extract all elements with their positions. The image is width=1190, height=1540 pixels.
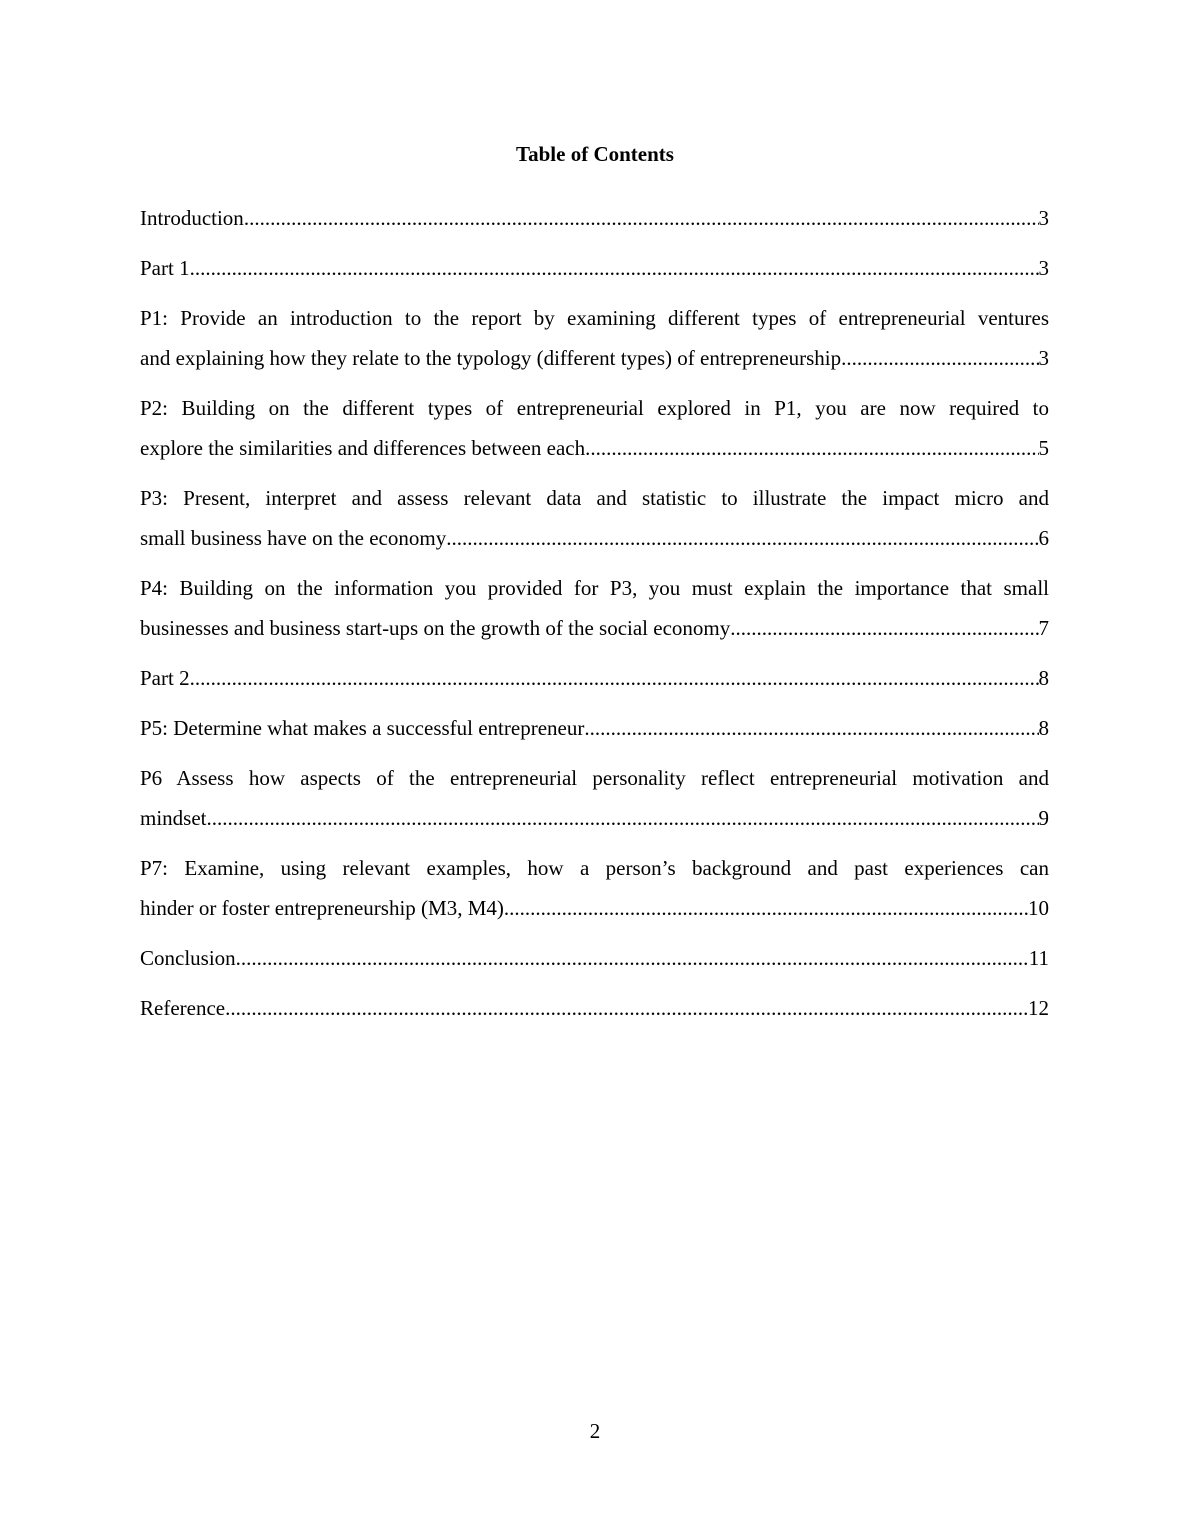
toc-entry-line — [140, 708, 1049, 748]
toc-page-number: 7 — [1038, 616, 1049, 640]
page-number: 2 — [589, 1419, 601, 1443]
toc-entry[interactable] — [140, 848, 1049, 928]
toc-entry[interactable] — [140, 198, 1049, 238]
toc-entry-line — [140, 658, 1049, 698]
dot-leader — [841, 338, 1038, 378]
toc-entry-text: P7: Examine, using relevant examples, how a person’s background and past experiences can — [140, 856, 1049, 880]
toc-entry-text: businesses and business start-ups on the growth of the social economy — [140, 616, 731, 640]
toc-page-number: 10 — [1028, 896, 1049, 920]
toc-entry-line — [140, 198, 1049, 238]
toc-entry[interactable] — [140, 248, 1049, 288]
toc-entry[interactable] — [140, 988, 1049, 1028]
toc-entry[interactable] — [140, 568, 1049, 648]
toc-page-number: 11 — [1028, 946, 1049, 970]
dot-leader — [207, 798, 1039, 838]
dot-leader — [225, 988, 1028, 1028]
toc-entry-text: mindset — [140, 806, 207, 830]
toc-entry-text: Part 2 — [140, 666, 190, 690]
toc-entry-text: P5: Determine what makes a successful entrepreneur — [140, 716, 585, 740]
toc-entry-text: small business have on the economy — [140, 526, 447, 550]
toc-entry-line — [140, 988, 1049, 1028]
toc-entry-text: hinder or foster entrepreneurship (M3, M4) — [140, 896, 504, 920]
toc-entry-text: P2: Building on the different types of entrepreneurial explored in P1, you are now required to — [140, 396, 1049, 420]
toc-entry-line — [140, 608, 1049, 648]
toc-entry-line — [140, 798, 1049, 838]
toc-entry-text: explore the similarities and differences between each — [140, 436, 586, 460]
toc-entry-line — [140, 518, 1049, 558]
dot-leader — [585, 428, 1038, 468]
toc-entry[interactable] — [140, 298, 1049, 378]
toc-entry-text: Introduction — [140, 206, 244, 230]
toc-page-number: 3 — [1038, 206, 1049, 230]
toc-entry-text: and explaining how they relate to the typology (different types) of entrepreneurship — [140, 346, 842, 370]
toc-page-number: 6 — [1038, 526, 1049, 550]
toc-entry-text: P6 Assess how aspects of the entrepreneurial personality reflect entrepreneurial motivation and — [140, 766, 1049, 790]
table-of-contents — [140, 198, 1049, 1038]
dot-leader — [730, 608, 1038, 648]
toc-page-number: 3 — [1038, 256, 1049, 280]
toc-entry[interactable] — [140, 388, 1049, 468]
toc-entry-line — [140, 888, 1049, 928]
toc-page-number: 3 — [1038, 346, 1049, 370]
dot-leader — [190, 248, 1039, 288]
dot-leader — [244, 198, 1039, 238]
toc-entry-text: Conclusion — [140, 946, 236, 970]
toc-entry[interactable] — [140, 938, 1049, 978]
toc-page-number: 8 — [1038, 716, 1049, 740]
page-title: Table of Contents — [516, 142, 674, 166]
toc-entry-text: P3: Present, interpret and assess relevant data and statistic to illustrate the impact micro and — [140, 486, 1049, 510]
toc-entry-line — [140, 428, 1049, 468]
dot-leader — [504, 888, 1028, 928]
toc-page-number: 5 — [1038, 436, 1049, 460]
toc-entry[interactable] — [140, 708, 1049, 748]
toc-page-number: 12 — [1028, 996, 1049, 1020]
toc-entry[interactable] — [140, 478, 1049, 558]
toc-entry-line — [140, 248, 1049, 288]
toc-page-number: 8 — [1038, 666, 1049, 690]
toc-entry-line — [140, 338, 1049, 378]
toc-entry-text: P1: Provide an introduction to the report by examining different types of entrepreneurial ventures — [140, 306, 1049, 330]
toc-entry-text: P4: Building on the information you provided for P3, you must explain the importance that small — [140, 576, 1049, 600]
toc-page-number: 9 — [1038, 806, 1049, 830]
toc-entry[interactable] — [140, 758, 1049, 838]
dot-leader — [584, 708, 1038, 748]
toc-entry-text: Part 1 — [140, 256, 190, 280]
toc-entry[interactable] — [140, 658, 1049, 698]
dot-leader — [236, 938, 1029, 978]
toc-entry-text: Reference — [140, 996, 226, 1020]
dot-leader — [446, 518, 1038, 558]
dot-leader — [190, 658, 1039, 698]
toc-entry-line — [140, 938, 1049, 978]
